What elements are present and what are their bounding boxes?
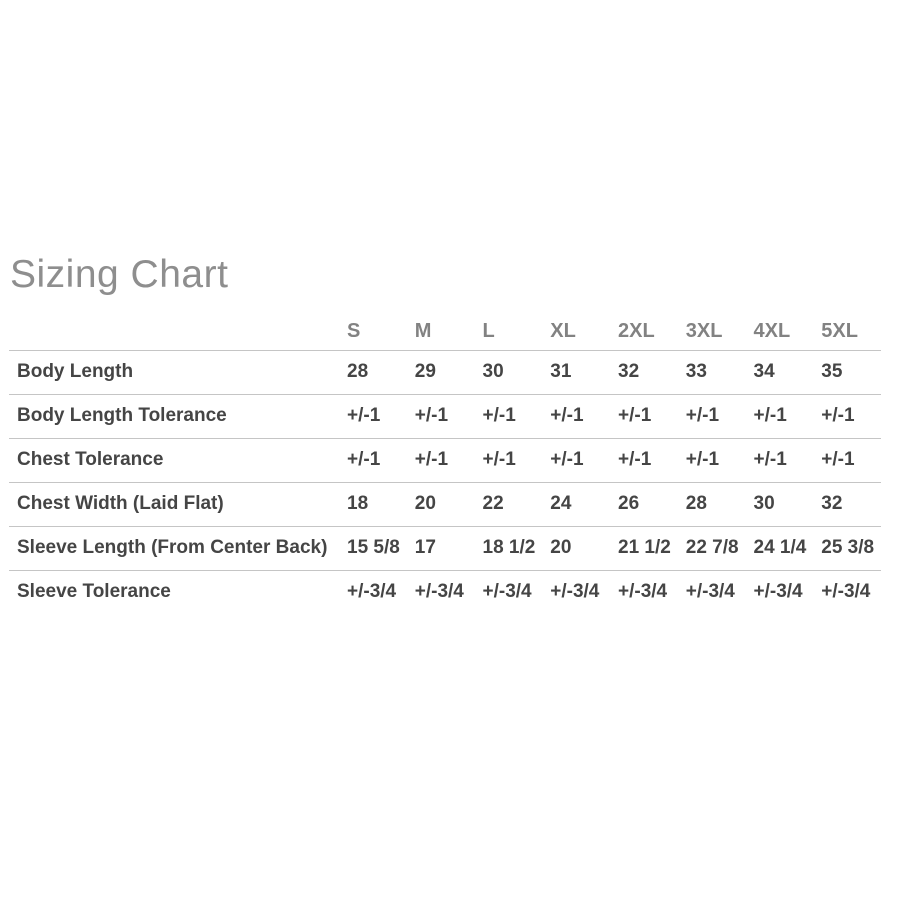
value-cell: +/-1 xyxy=(618,405,652,427)
value-cell: +/-1 xyxy=(414,449,449,471)
row-label: Sleeve Length (From Center Back) xyxy=(17,537,328,559)
value-cell: 32 xyxy=(821,493,843,515)
value-cell: +/-3/4 xyxy=(821,581,871,603)
value-cell: +/-3/4 xyxy=(347,581,397,603)
value-cell: +/-1 xyxy=(347,449,381,471)
value-cell: 20 xyxy=(414,493,436,515)
value-cell: +/-1 xyxy=(482,405,516,427)
value-cell: +/-1 xyxy=(550,405,584,427)
value-cell: +/-1 xyxy=(618,449,652,471)
row-label: Chest Tolerance xyxy=(17,449,164,471)
value-cell: +/-1 xyxy=(550,449,584,471)
size-column-header: 2XL xyxy=(618,319,655,342)
value-cell: +/-3/4 xyxy=(685,581,735,603)
value-cell: +/-1 xyxy=(753,449,787,471)
value-cell: 26 xyxy=(618,493,640,515)
value-cell: 32 xyxy=(618,361,640,383)
value-cell: 25 3/8 xyxy=(821,537,875,559)
sizing-table-body xyxy=(9,350,881,614)
value-cell: 17 xyxy=(414,537,436,559)
value-cell: 18 1/2 xyxy=(482,537,536,559)
value-cell: +/-1 xyxy=(347,405,381,427)
row-label: Body Length xyxy=(17,361,134,383)
table-row xyxy=(9,350,881,394)
value-cell: +/-1 xyxy=(753,405,787,427)
size-column-header: 5XL xyxy=(821,319,858,342)
value-cell: 31 xyxy=(550,361,572,383)
table-row xyxy=(9,394,881,438)
row-label: Body Length Tolerance xyxy=(17,405,227,427)
value-cell: +/-3/4 xyxy=(618,581,668,603)
value-cell: +/-1 xyxy=(685,405,720,427)
value-cell: 20 xyxy=(550,537,572,559)
page-title: Sizing Chart xyxy=(10,253,229,296)
value-cell: +/-3/4 xyxy=(753,581,803,603)
value-cell: 15 5/8 xyxy=(347,537,400,559)
value-cell: +/-3/4 xyxy=(414,581,464,603)
value-cell: +/-1 xyxy=(482,449,516,471)
value-cell: 30 xyxy=(482,361,504,383)
value-cell: +/-1 xyxy=(414,405,449,427)
value-cell: +/-3/4 xyxy=(550,581,600,603)
value-cell: 24 xyxy=(550,493,572,515)
value-cell: 24 1/4 xyxy=(753,537,807,559)
value-cell: +/-1 xyxy=(685,449,720,471)
corner-cell xyxy=(9,314,339,351)
value-cell: 35 xyxy=(821,361,843,383)
row-label: Sleeve Tolerance xyxy=(17,581,171,603)
sizing-table-header xyxy=(9,314,881,351)
value-cell: +/-1 xyxy=(821,405,855,427)
value-cell: 29 xyxy=(414,361,436,383)
value-cell: 30 xyxy=(753,493,775,515)
value-cell: 28 xyxy=(685,493,707,515)
value-cell: 28 xyxy=(347,361,369,383)
table-row xyxy=(9,482,881,526)
value-cell: 22 7/8 xyxy=(685,537,739,559)
table-row xyxy=(9,526,881,570)
table-row xyxy=(9,438,881,482)
value-cell: 22 xyxy=(482,493,504,515)
size-column-header: XL xyxy=(550,319,576,342)
row-label: Chest Width (Laid Flat) xyxy=(17,493,224,515)
size-column-header: S xyxy=(347,319,361,342)
header-row xyxy=(9,314,881,351)
value-cell: 34 xyxy=(753,361,775,383)
size-column-header: 4XL xyxy=(753,319,791,342)
value-cell: 33 xyxy=(685,361,707,383)
value-cell: +/-3/4 xyxy=(482,581,532,603)
sizing-table xyxy=(9,314,881,614)
value-cell: 21 1/2 xyxy=(618,537,671,559)
size-column-header: 3XL xyxy=(685,319,723,342)
size-column-header: M xyxy=(414,319,432,342)
value-cell: 18 xyxy=(347,493,369,515)
size-column-header: L xyxy=(482,319,495,342)
table-row xyxy=(9,570,881,614)
value-cell: +/-1 xyxy=(821,449,855,471)
